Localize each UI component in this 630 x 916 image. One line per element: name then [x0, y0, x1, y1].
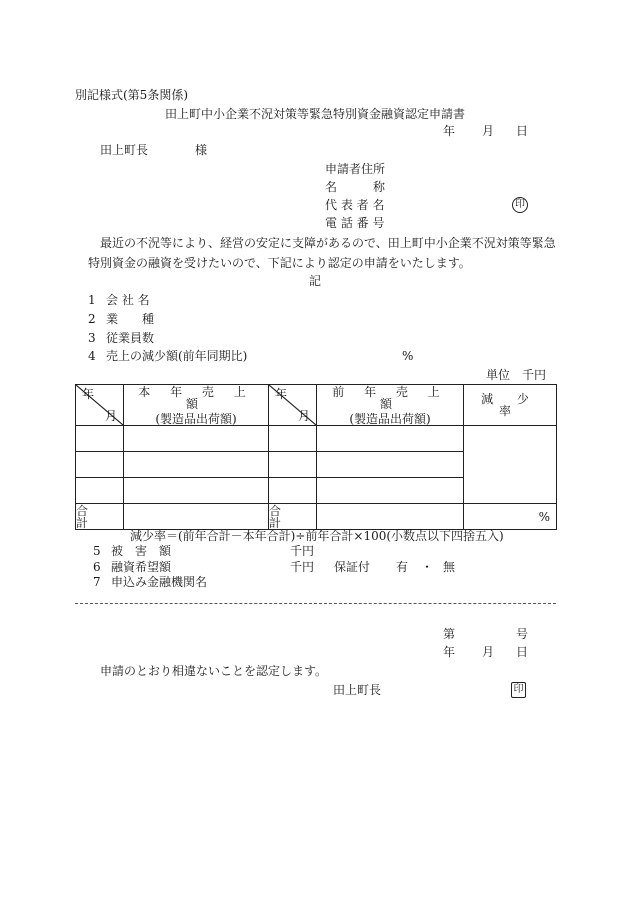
previous-month-label: 月: [297, 409, 310, 423]
item-2-num: 2: [88, 312, 96, 326]
current-month-cell[interactable]: [76, 426, 124, 452]
item-5-unit: 千円: [290, 544, 315, 558]
previous-total-label: 合 計: [269, 504, 317, 530]
item-7-num: 7: [93, 575, 101, 589]
item-6-num: 6: [93, 560, 101, 574]
item-5-num: 5: [93, 544, 101, 558]
applicant-address-label: 申請者住所: [325, 162, 386, 176]
previous-sales-cell[interactable]: [317, 426, 464, 452]
cert-month: 月: [482, 645, 495, 659]
item-4-num: 4: [88, 349, 96, 363]
previous-sales-cell[interactable]: [317, 452, 464, 478]
form-label: 別記様式(第5条関係): [75, 88, 188, 102]
current-month-cell[interactable]: [76, 452, 124, 478]
item-5-label: 被 害 額: [111, 544, 172, 558]
total-row: [76, 504, 557, 530]
sales-table: [75, 384, 557, 530]
date-year: 年: [443, 124, 456, 138]
ki-heading: 記: [309, 274, 322, 288]
cert-statement: 申請のとおり相違ないことを認定します。: [100, 664, 328, 678]
current-sales-title: 本 年 売 上 額: [138, 385, 254, 411]
applicant-name-label: 名 称: [325, 180, 386, 194]
current-month-cell[interactable]: [76, 478, 124, 504]
cert-year: 年: [443, 645, 456, 659]
item-4-label: 売上の減少額(前年同期比): [106, 349, 248, 363]
reduction-rate-total: %: [464, 504, 557, 530]
previous-year-label: 年: [275, 387, 288, 401]
item-6-label: 融資希望額: [111, 560, 172, 574]
previous-month-cell[interactable]: [269, 426, 317, 452]
previous-sales-cell[interactable]: [317, 478, 464, 504]
guarantee-separator: ・: [421, 560, 434, 574]
current-total-label: 合 計: [76, 504, 124, 530]
cert-seal: 印: [511, 682, 526, 698]
current-sales-cell[interactable]: [124, 478, 269, 504]
reduction-formula: 減少率＝(前年合計－本年合計)÷前年合計×100(小数点以下四捨五入): [130, 529, 504, 543]
body-text-line2: 特別資金の融資を受けたいので、下記により認定の申請をいたします。: [88, 256, 471, 270]
item-3-num: 3: [88, 331, 96, 345]
addressee: 田上町長: [100, 143, 149, 157]
previous-sales-header: [317, 385, 464, 426]
guarantee-no[interactable]: 無: [443, 560, 456, 574]
current-year-month-header: [76, 385, 124, 426]
cert-day: 日: [516, 645, 529, 659]
date-day: 日: [516, 124, 529, 138]
previous-month-cell[interactable]: [269, 478, 317, 504]
item-2-label: 業 種: [106, 312, 155, 326]
item-1-label: 会 社 名: [106, 293, 150, 307]
item-4-percent-sign: %: [402, 349, 414, 363]
item-7-label: 申込み金融機関名: [111, 575, 208, 589]
cert-dai: 第: [443, 627, 456, 641]
item-6-unit: 千円: [290, 560, 315, 574]
previous-year-month-header: [269, 385, 317, 426]
reduction-rate-cell[interactable]: [464, 426, 557, 504]
unit-label: 単位 千円: [486, 368, 547, 382]
applicant-phone-label: 電 話 番 号: [325, 216, 385, 230]
item-1-num: 1: [88, 293, 96, 307]
document-title: 田上町中小企業不況対策等緊急特別資金融資認定申請書: [165, 107, 466, 121]
current-month-label: 月: [104, 409, 117, 423]
item-3-label: 従業員数: [106, 331, 155, 345]
dashed-divider: [75, 603, 556, 604]
previous-sales-title: 前 年 売 上 額: [332, 385, 448, 411]
previous-sales-subtitle: (製造品出荷額): [349, 412, 431, 426]
guarantee-yes[interactable]: 有: [396, 560, 409, 574]
table-row: [76, 426, 557, 452]
current-sales-cell[interactable]: [124, 452, 269, 478]
body-text-line1: 最近の不況等により、経営の安定に支障があるので、田上町中小企業不況対策等緊急: [100, 236, 556, 250]
addressee-honorific: 様: [195, 143, 208, 157]
current-total-cell[interactable]: [124, 504, 269, 530]
guarantee-label: 保証付: [334, 560, 371, 574]
current-sales-header: [124, 385, 269, 426]
previous-month-cell[interactable]: [269, 452, 317, 478]
applicant-representative-label: 代 表 者 名: [325, 198, 385, 212]
current-year-label: 年: [82, 387, 95, 401]
cert-go: 号: [516, 627, 529, 641]
current-sales-cell[interactable]: [124, 426, 269, 452]
cert-signer: 田上町長: [333, 683, 382, 697]
date-month: 月: [482, 124, 495, 138]
previous-total-cell[interactable]: [317, 504, 464, 530]
current-sales-subtitle: (製造品出荷額): [155, 412, 237, 426]
applicant-seal: 印: [512, 197, 528, 213]
reduction-rate-header: 減 少 率: [464, 385, 557, 426]
